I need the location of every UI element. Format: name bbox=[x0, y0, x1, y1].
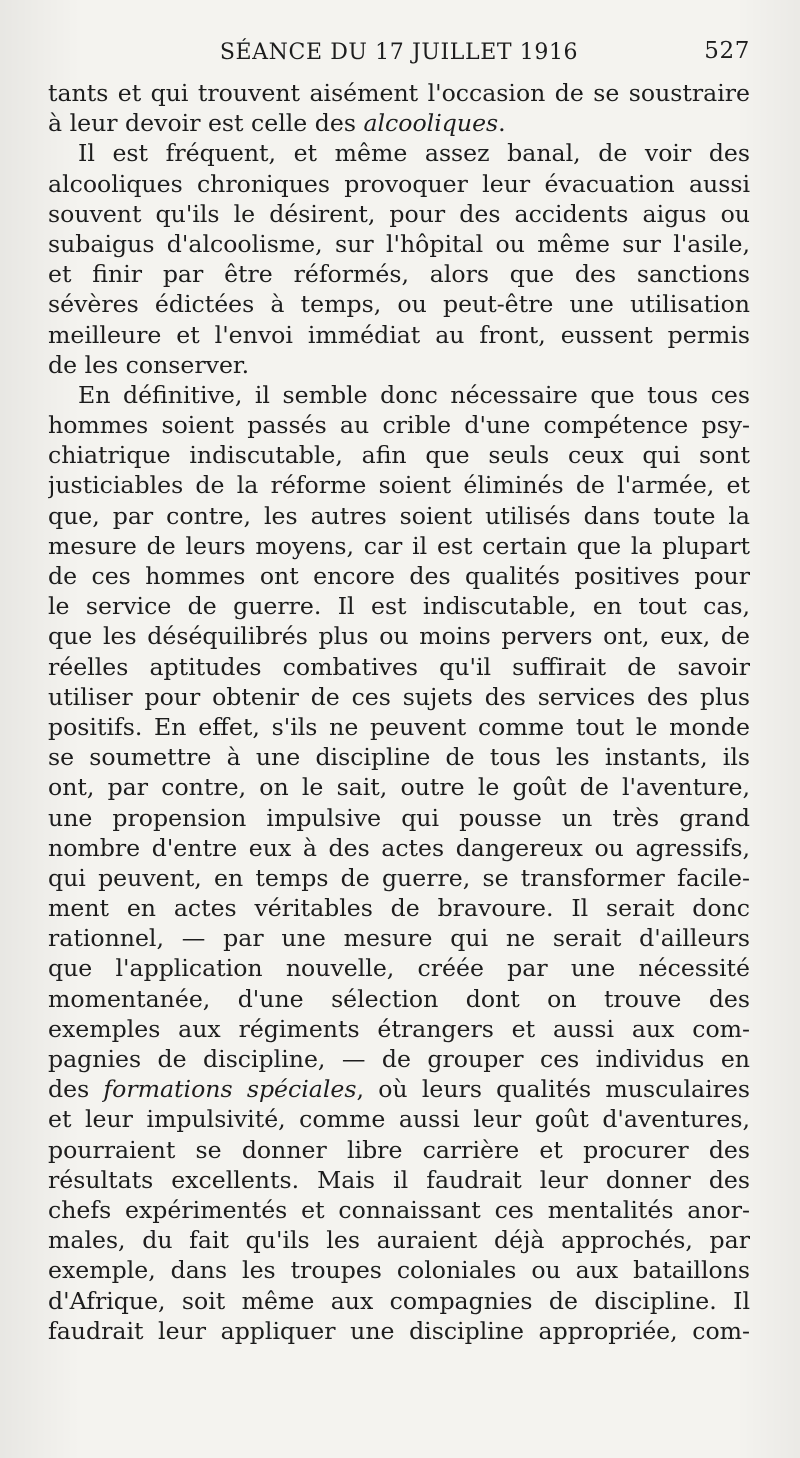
running-head bbox=[48, 36, 750, 74]
text-line: mesure de leurs moyens, car il est certain que la plupart bbox=[48, 531, 750, 560]
text-line: alcooliques chroniques provoquer leur évacuation aussi bbox=[48, 169, 750, 198]
text-line: ont, par contre, on le sait, outre le goût de l'aventure, bbox=[48, 773, 750, 802]
italic-term: alcooliques bbox=[363, 109, 499, 138]
text-line: pagnies de discipline, — de grouper ces individus en bbox=[48, 1045, 750, 1073]
text-line: subaigus d'alcoolisme, sur l'hôpital ou même sur l'asile, bbox=[48, 229, 750, 258]
text-line: rationnel, — par une mesure qui ne serait d'ailleurs bbox=[48, 924, 750, 953]
body-text bbox=[48, 78, 750, 1346]
text-line: de ces hommes ont encore des qualités positives pour bbox=[48, 562, 750, 590]
text-line: ment en actes véritables de bravoure. Il serait donc bbox=[48, 894, 750, 923]
text-line: males, du fait qu'ils les auraient déjà approchés, par bbox=[48, 1226, 750, 1255]
text-segment: , où leurs qualités musculaires bbox=[356, 1075, 750, 1104]
text-line: se soumettre à une discipline de tous les instants, ils bbox=[48, 743, 750, 772]
text-line: hommes soient passés au crible d'une compétence psy- bbox=[48, 411, 750, 440]
text-line: nombre d'entre eux à des actes dangereux ou agressifs, bbox=[48, 833, 750, 862]
text-line: le service de guerre. Il est indiscutable, en tout cas, bbox=[48, 592, 750, 621]
text-segment: à leur devoir est celle des bbox=[48, 109, 364, 138]
text-line bbox=[48, 1074, 750, 1104]
text-line bbox=[48, 108, 750, 138]
text-line: exemple, dans les troupes coloniales ou aux bataillons bbox=[48, 1256, 750, 1285]
text-line: tants et qui trouvent aisément l'occasion de se soustraire bbox=[48, 79, 750, 107]
text-segment: . bbox=[498, 109, 506, 138]
text-line: pourraient se donner libre carrière et procurer des bbox=[48, 1135, 750, 1164]
text-line: chefs expérimentés et connaissant ces mentalités anor- bbox=[48, 1195, 750, 1224]
text-line: utiliser pour obtenir de ces sujets des services des plus bbox=[48, 682, 750, 711]
text-line: une propension impulsive qui pousse un très grand bbox=[48, 803, 750, 832]
text-line: justiciables de la réforme soient éliminés de l'armée, et bbox=[48, 471, 750, 500]
text-line: faudrait leur appliquer une discipline appropriée, com- bbox=[48, 1316, 750, 1345]
text-line: exemples aux régiments étrangers et aussi aux com- bbox=[48, 1014, 750, 1043]
text-line: chiatrique indiscutable, afin que seuls ceux qui sont bbox=[48, 441, 750, 470]
text-line: sévères édictées à temps, ou peut-être une utilisation bbox=[48, 290, 750, 319]
text-line: de les conserver. bbox=[48, 350, 250, 379]
text-line: En définitive, il semble donc nécessaire que tous ces bbox=[78, 380, 750, 409]
text-line: positifs. En effet, s'ils ne peuvent comme tout le monde bbox=[48, 712, 750, 741]
text-line: Il est fréquent, et même assez banal, de voir des bbox=[78, 139, 750, 168]
text-line: résultats excellents. Mais il faudrait leur donner des bbox=[48, 1165, 750, 1194]
text-line: meilleure et l'envoi immédiat au front, eussent permis bbox=[48, 320, 750, 349]
text-line: souvent qu'ils le désirent, pour des accidents aigus ou bbox=[48, 199, 750, 228]
running-title: SÉANCE DU 17 JUILLET 1916 bbox=[219, 40, 579, 65]
text-line: qui peuvent, en temps de guerre, se transformer facile- bbox=[48, 863, 750, 892]
text-line: que les déséquilibrés plus ou moins pervers ont, eux, de bbox=[48, 622, 750, 651]
text-line: momentanée, d'une sélection dont on trouve des bbox=[48, 984, 750, 1013]
text-line: que, par contre, les autres soient utilisés dans toute la bbox=[48, 501, 750, 530]
text-line: et finir par être réformés, alors que des sanctions bbox=[48, 260, 750, 289]
text-segment: des bbox=[48, 1075, 104, 1104]
text-line: d'Afrique, soit même aux compagnies de discipline. Il bbox=[48, 1286, 750, 1315]
text-line: réelles aptitudes combatives qu'il suffirait de savoir bbox=[48, 652, 750, 681]
text-line: que l'application nouvelle, créée par une nécessité bbox=[48, 954, 750, 983]
page-number: 527 bbox=[704, 38, 750, 64]
text-line: et leur impulsivité, comme aussi leur goût d'aventures, bbox=[48, 1105, 750, 1134]
italic-term: formations spéciales bbox=[103, 1075, 357, 1104]
